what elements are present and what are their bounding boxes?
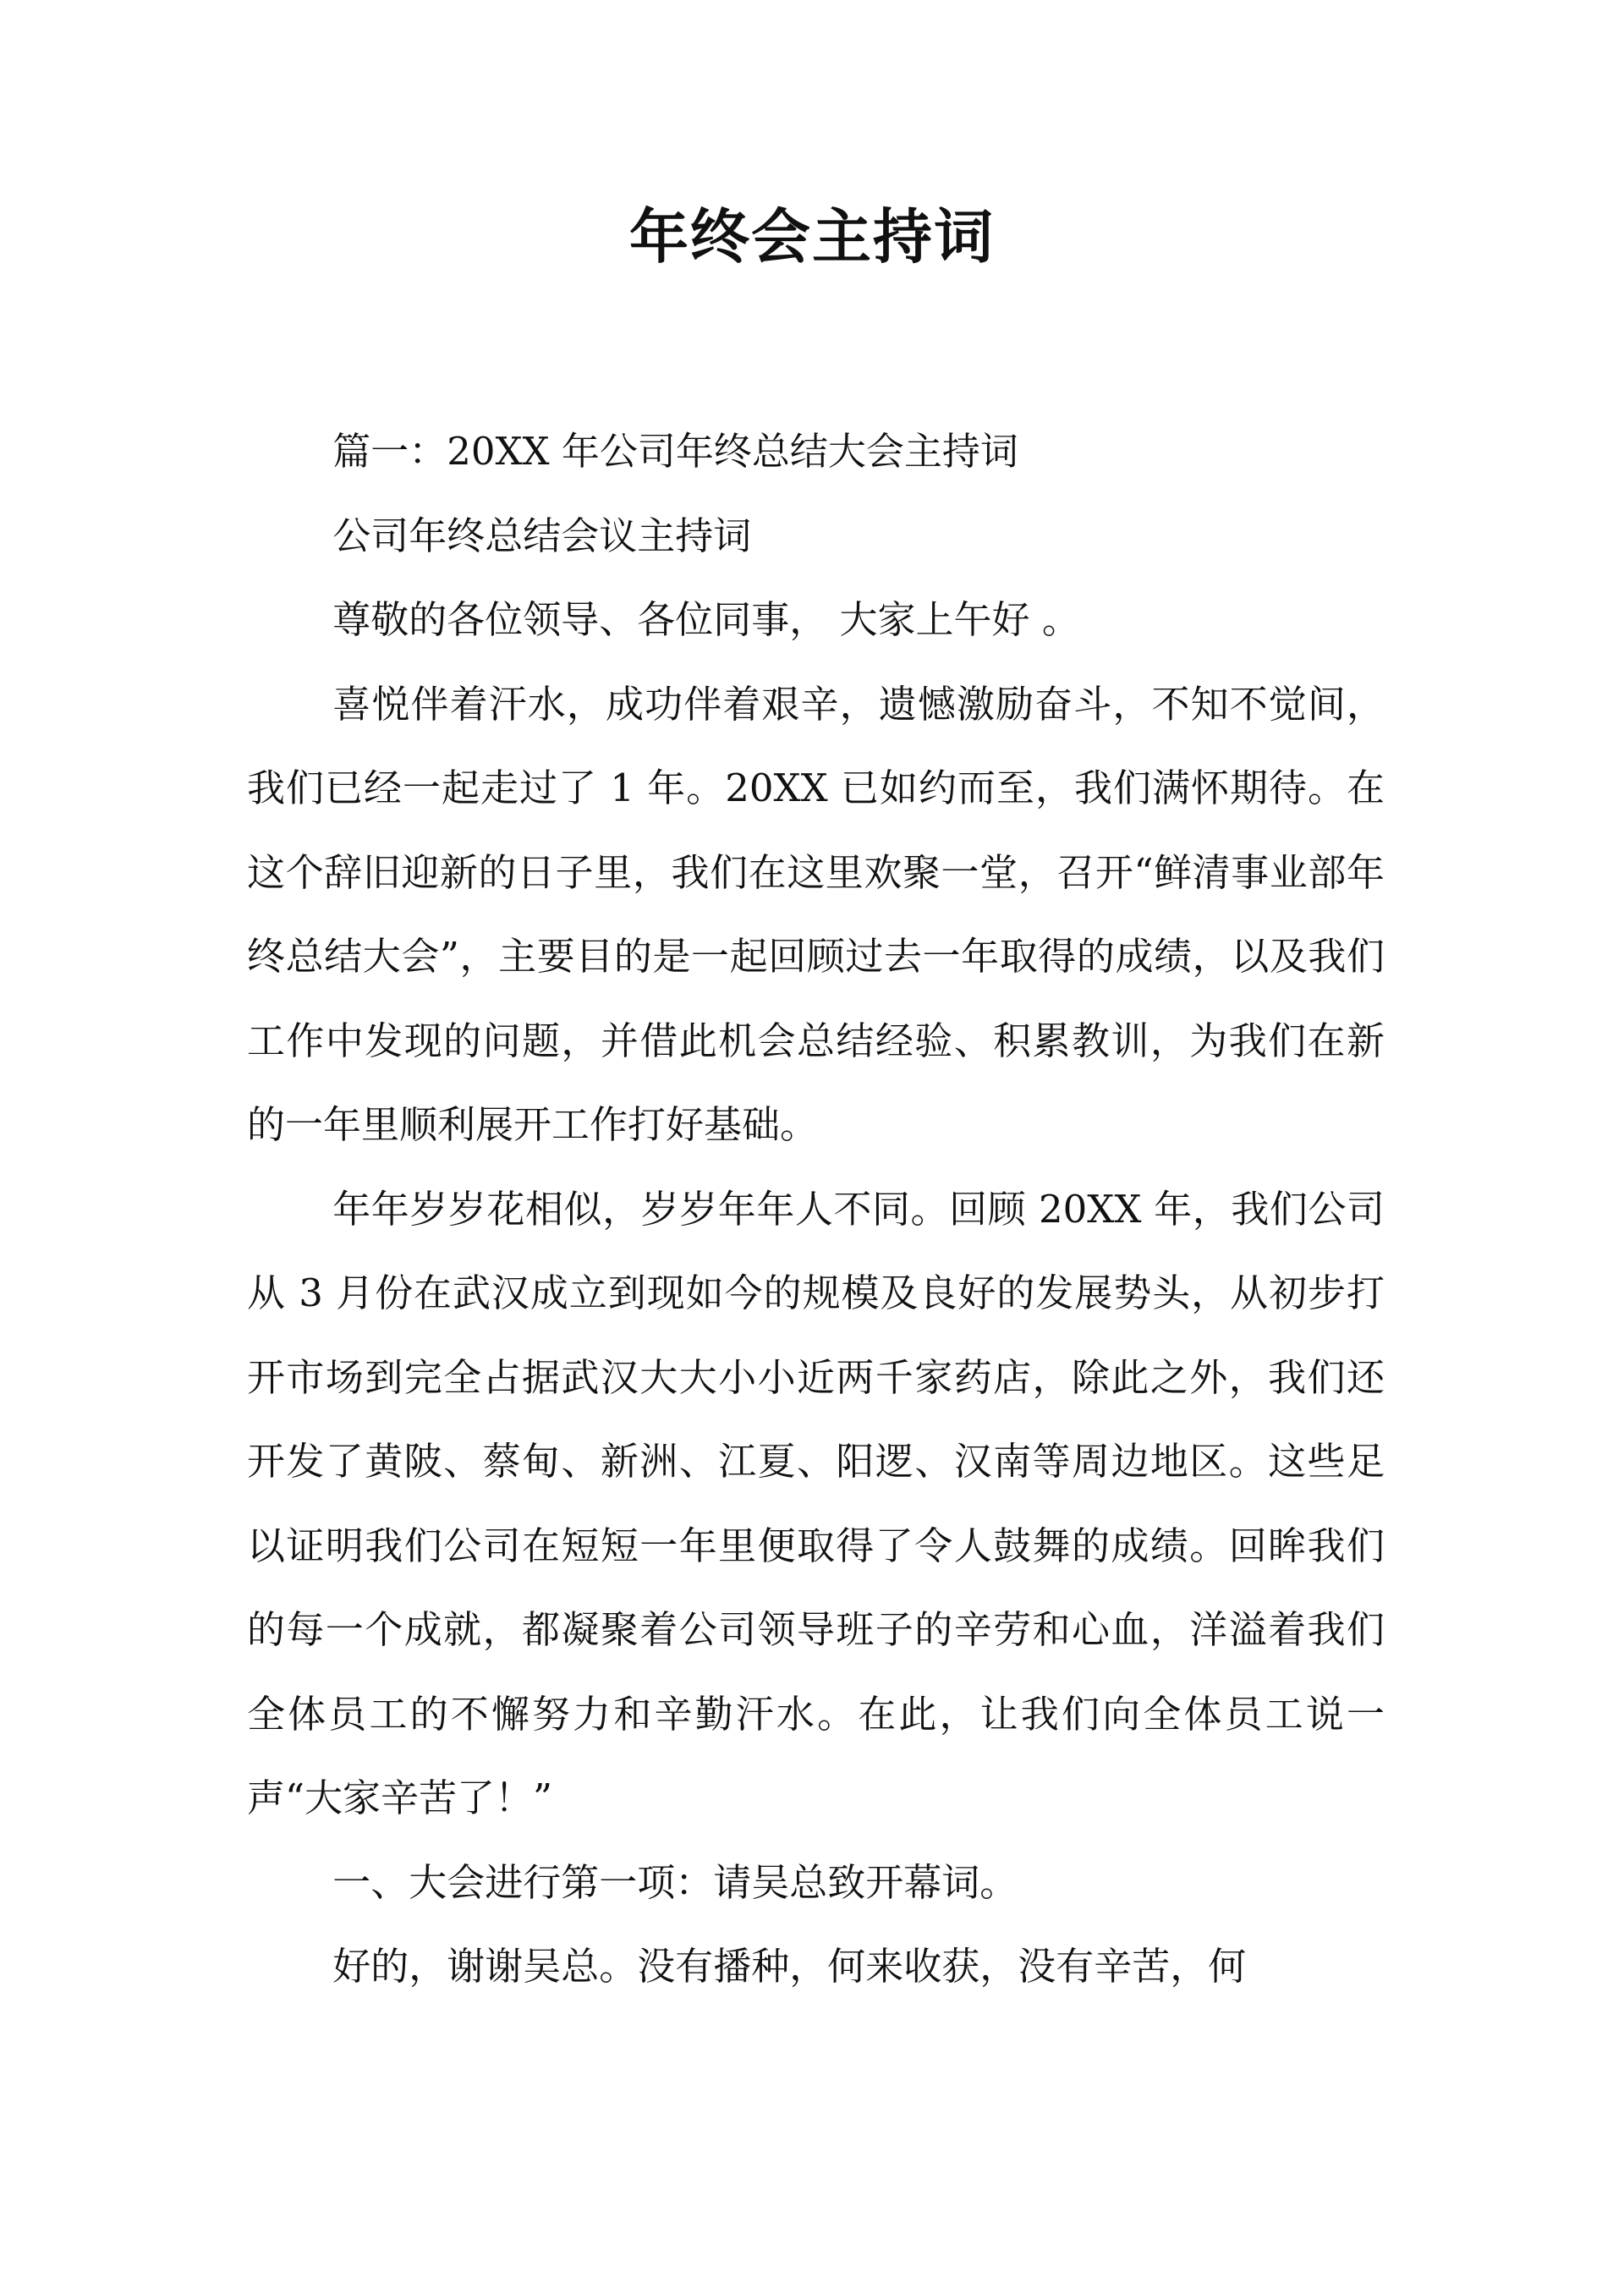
body-paragraph: 年年岁岁花相似，岁岁年年人不同。回顾 20XX 年，我们公司从 3 月份在武汉成立到现如今的规模及良好的发展势头，从初步打开市场到完全占据武汉大大小小近两千家药店，除此之外，我们还开发了黄陂、蔡甸、新洲、江夏、阳逻、汉南等周边地区。这些足以证明我们公司在短短一年里便取得了令人鼓舞的成绩。回眸我们的每一个成就，都凝聚着公司领导班子的辛劳和心血，洋溢着我们全体员工的不懈努力和辛勤汗水。在此，让我们向全体员工说一声“大家辛苦了！”	[247, 1186, 1385, 1820]
body-paragraph: 喜悦伴着汗水，成功伴着艰辛，遗憾激励奋斗，不知不觉间，我们已经一起走过了 1 年。20XX 已如约而至，我们满怀期待。在这个辞旧迎新的日子里，我们在这里欢聚一堂，召开“鲜清事业部年终总结大会”，主要目的是一起回顾过去一年取得的成绩，以及我们工作中发现的问题，并借此机会总结经验、积累教训，为我们在新的一年里顺利展开工作打好基础。	[247, 681, 1385, 1147]
document-title: 年终会主持词	[629, 202, 995, 272]
document-body	[247, 409, 1385, 2009]
greeting-paragraph: 尊敬的各位领导、各位同事， 大家上午好 。	[332, 597, 1080, 642]
subheading: 公司年终总结会议主持词	[332, 513, 752, 558]
body-paragraph: 好的，谢谢吴总。没有播种，何来收获，没有辛苦，何	[332, 1944, 1247, 1989]
section-heading: 篇一：20XX 年公司年终总结大会主持词	[332, 429, 1018, 474]
agenda-item: 一、大会进行第一项：请吴总致开幕词。	[332, 1859, 1018, 1905]
